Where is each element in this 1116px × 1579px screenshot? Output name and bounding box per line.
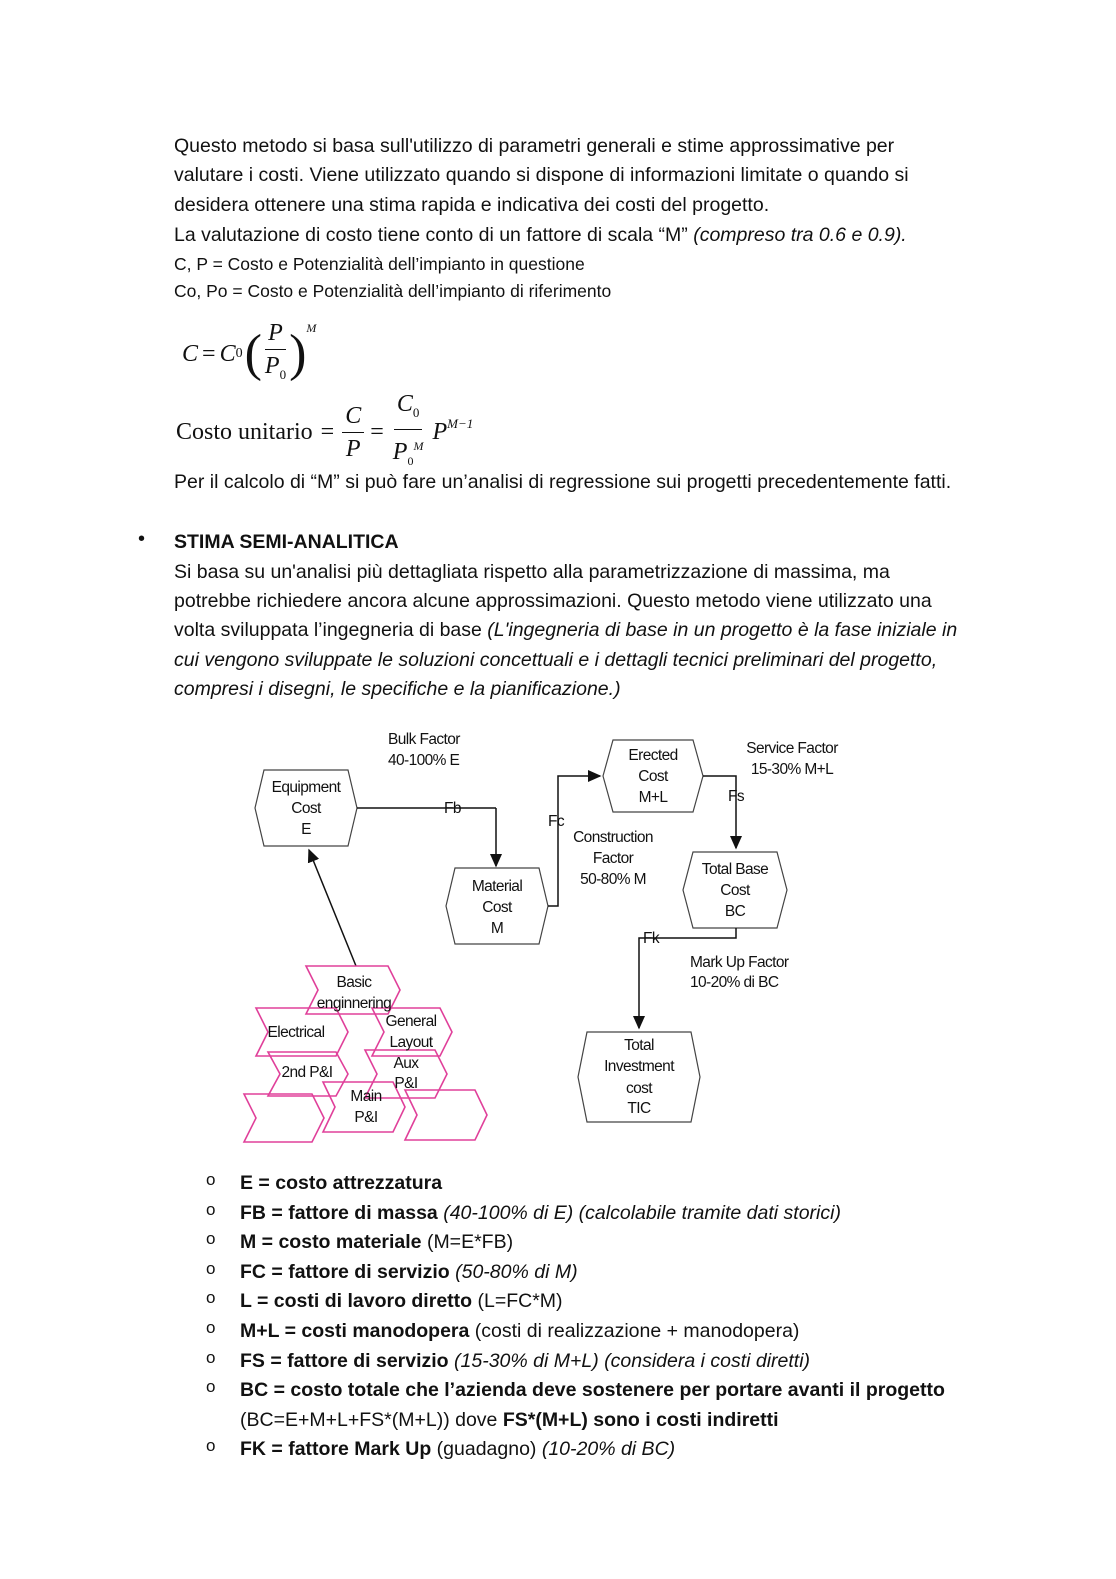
definition-bold: FS = fattore di servizio xyxy=(240,1349,449,1372)
erected-label: Erected xyxy=(628,747,678,764)
unit-cost-c0-sub: 0 xyxy=(412,404,420,420)
equipment-cost-label: Cost xyxy=(291,800,321,817)
definition-bold: FC = fattore di servizio xyxy=(240,1260,450,1283)
definition-bold: M+L = costi manodopera xyxy=(240,1320,470,1342)
definition-item xyxy=(240,1228,513,1258)
definition-plain: (costi di realizzazione + manodopera) xyxy=(469,1320,800,1342)
basic-engineering-label-1: Basic xyxy=(336,974,372,991)
total-base-cost-label: Cost xyxy=(720,882,750,899)
service-factor-title: Service Factor xyxy=(746,740,838,757)
definition-bold: BC = costo totale che l’azienda deve sostenere per portare avanti il progetto xyxy=(240,1379,945,1402)
list-marker: o xyxy=(206,1199,216,1219)
bulk-factor-title: Bulk Factor xyxy=(388,731,460,748)
unit-cost-c0: C xyxy=(396,390,413,417)
definition-bold: M = costo materiale xyxy=(240,1231,422,1254)
material-m-label: M xyxy=(490,920,504,937)
bulk-factor-range: 40-100% E xyxy=(388,752,460,769)
markup-factor-range: 10-20% di BC xyxy=(690,974,779,991)
fb-label: Fb xyxy=(444,800,461,817)
formula-den-p: P xyxy=(264,353,280,380)
definition-plain: (L=FC*M) xyxy=(472,1290,563,1313)
engineering-to-equipment-arrow xyxy=(309,850,356,966)
markup-factor-title: Mark Up Factor xyxy=(690,954,789,971)
section-line-2: potrebbe richiedere ancora alcune approssimazioni. Questo metodo viene utilizzato una xyxy=(174,590,932,612)
unit-cost-num-1: C xyxy=(342,400,364,433)
definition-bold: E = costo attrezzatura xyxy=(240,1172,443,1194)
main-pi-label-2: P&I xyxy=(354,1109,378,1126)
equipment-label: Equipment xyxy=(271,779,341,796)
list-marker: o xyxy=(206,1288,216,1308)
definition-italic: (10-20% di BC) xyxy=(541,1438,676,1461)
definition-c-p: C, P = Costo e Potenzialità dell’impianto in questione xyxy=(174,254,585,274)
unit-cost-den-1: P xyxy=(345,435,361,462)
basic-engineering-label-2: enginnering xyxy=(316,995,392,1012)
formula-numerator: P xyxy=(265,317,286,350)
total-investment-label-1: Total xyxy=(624,1037,654,1054)
definition-italic: (40-100% di E) (calcolabile tramite dati storici) xyxy=(443,1201,841,1224)
definition-plain: (guadagno) xyxy=(431,1438,542,1461)
list-marker: o xyxy=(206,1436,216,1456)
construction-factor-range: 50-80% M xyxy=(580,871,646,888)
construction-factor-label: Factor xyxy=(592,850,634,867)
formula-c0-sub: 0 xyxy=(235,346,243,361)
aux-pi-label-1: Aux xyxy=(393,1055,419,1072)
definition-item xyxy=(240,1258,578,1288)
intro-line-4-text: La valutazione di costo tiene conto di un fattore di scala “M” xyxy=(174,224,694,246)
formula-den-sub: 0 xyxy=(279,366,287,382)
unit-cost-tail: P xyxy=(432,418,448,445)
unit-cost-p0: P xyxy=(392,438,408,465)
definition-bold: FB = fattore di massa xyxy=(240,1201,438,1224)
formula-exponent: M xyxy=(306,320,317,335)
definition-item xyxy=(240,1376,945,1406)
definition-item xyxy=(240,1287,563,1317)
general-layout-label-2: Layout xyxy=(389,1034,433,1051)
definition-item xyxy=(240,1199,841,1229)
intro-line-4-range: (compreso tra 0.6 e 0.9). xyxy=(693,224,907,246)
definition-plain: (BC=E+M+L+FS*(M+L)) dove xyxy=(240,1408,503,1431)
aux-pi-label-2: P&I xyxy=(394,1075,418,1092)
list-marker: o xyxy=(206,1347,216,1367)
unit-cost-p0-sub: 0 xyxy=(407,453,414,468)
list-marker: o xyxy=(206,1258,216,1278)
definition-bold: L = costi di lavoro diretto xyxy=(240,1290,473,1313)
section-title: STIMA SEMI-ANALITICA xyxy=(174,531,399,553)
definition-italic: (50-80% di M) xyxy=(455,1260,578,1283)
formula-right-paren: ) xyxy=(289,325,307,382)
total-investment-tic-label: TIC xyxy=(627,1100,651,1117)
section-line-3-italic: (L'ingegneria di base in un progetto è la fase iniziale in xyxy=(487,619,958,641)
erected-ml-label: M+L xyxy=(638,789,668,806)
fs-connector xyxy=(703,776,736,848)
second-pi-label: 2nd P&I xyxy=(281,1064,333,1081)
fk-label: Fk xyxy=(643,930,660,947)
regression-note: Per il calcolo di “M” si può fare un’analisi di regressione sui progetti precedentemente fatti. xyxy=(174,471,952,493)
material-cost-label: Cost xyxy=(482,899,512,916)
left-empty-shape xyxy=(244,1094,324,1142)
section-bullet: • xyxy=(138,528,146,550)
definition-bold2: FS*(M+L) sono i costi indiretti xyxy=(502,1408,779,1431)
total-base-label: Total Base xyxy=(701,861,769,878)
total-investment-label-2: Investment xyxy=(604,1058,674,1075)
unit-cost-eq-1: = xyxy=(320,418,335,445)
unit-cost-tail-sup: M−1 xyxy=(447,416,474,431)
definition-italic: (15-30% di M+L) (considera i costi diretti) xyxy=(454,1349,811,1372)
erected-cost-label: Cost xyxy=(638,768,668,785)
formula-eq: = xyxy=(202,340,216,367)
formula-c: C xyxy=(182,340,199,367)
unit-cost-label: Costo unitario xyxy=(176,418,313,445)
list-marker: o xyxy=(206,1170,216,1189)
fc-label: Fc xyxy=(548,813,565,830)
unit-cost-p0-sup: M xyxy=(413,438,424,453)
section-line-3-text: volta sviluppata l’ingegneria di base xyxy=(174,619,488,641)
section-line-1: Si basa su un'analisi più dettagliata rispetto alla parametrizzazione di massima, ma xyxy=(174,561,890,583)
definition-item xyxy=(240,1317,799,1347)
fs-label: Fs xyxy=(728,788,745,805)
unit-cost-eq-2: = xyxy=(370,418,384,445)
material-label: Material xyxy=(471,878,523,895)
construction-factor-title: Construction xyxy=(573,829,653,846)
electrical-label: Electrical xyxy=(267,1024,325,1041)
definition-item xyxy=(240,1347,810,1377)
main-pi-label-1: Main xyxy=(350,1088,382,1105)
list-marker: o xyxy=(206,1377,216,1397)
definition-item xyxy=(240,1169,442,1199)
list-marker: o xyxy=(206,1229,216,1249)
equipment-e-label: E xyxy=(301,821,311,838)
list-marker: o xyxy=(206,1318,216,1337)
formula-left-paren: ( xyxy=(244,325,262,382)
definition-plain: (M=E*FB) xyxy=(421,1231,514,1254)
intro-line-1: Questo metodo si basa sull'utilizzo di parametri generali e stime approssimative per xyxy=(174,135,895,157)
total-investment-label-3: cost xyxy=(625,1080,653,1097)
service-factor-range: 15-30% M+L xyxy=(750,761,834,778)
intro-line-2: valutare i costi. Viene utilizzato quando si dispone di informazioni limitate o quando si xyxy=(174,164,909,186)
intro-line-3: desidera ottenere una stima rapida e indicativa dei costi del progetto. xyxy=(174,194,770,216)
general-layout-label-1: General xyxy=(385,1013,437,1030)
definition-item xyxy=(240,1406,779,1436)
definition-co-po: Co, Po = Costo e Potenzialità dell’impianto di riferimento xyxy=(174,281,612,301)
section-line-5: compresi i disegni, le specifiche e la pianificazione.) xyxy=(174,678,621,700)
definition-bold: FK = fattore Mark Up xyxy=(240,1438,432,1461)
formula-c0: C xyxy=(219,340,236,367)
total-base-bc-label: BC xyxy=(724,903,746,920)
definition-item xyxy=(240,1435,675,1465)
section-line-4: cui vengono sviluppate le soluzioni concettuali e i dettagli tecnici preliminari del progetto, xyxy=(174,649,938,671)
